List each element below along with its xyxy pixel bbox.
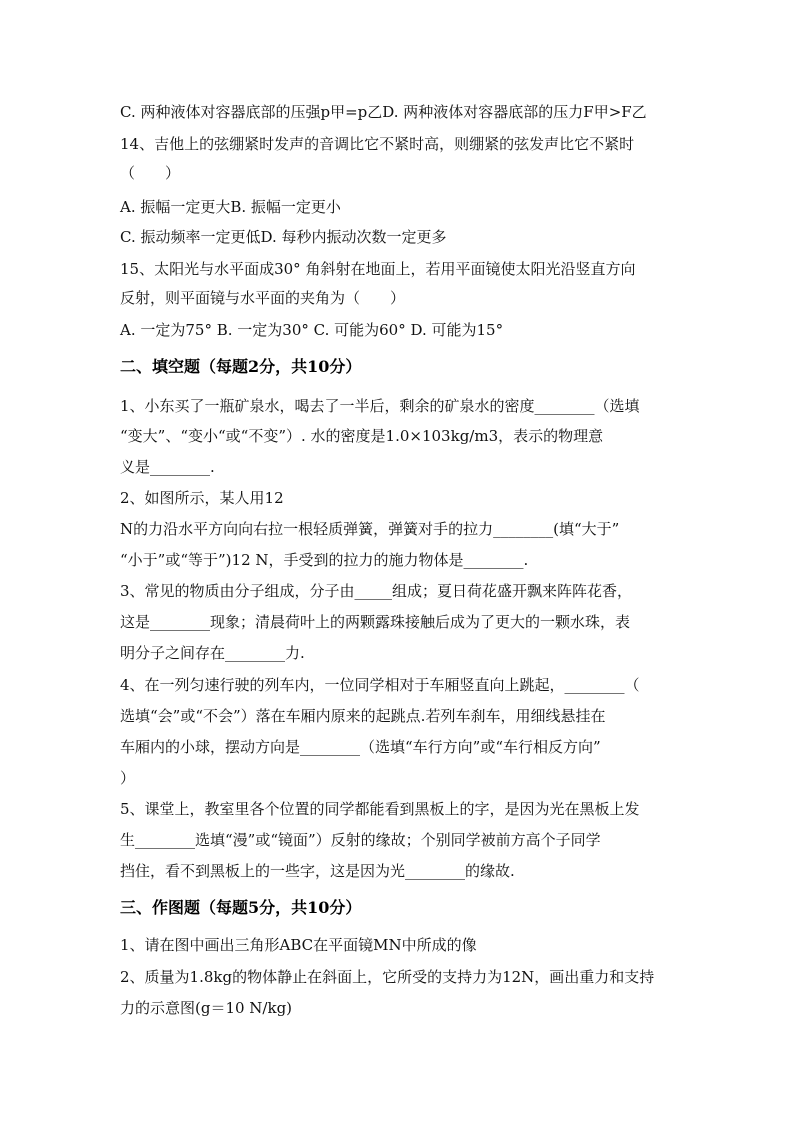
question-14-text: 14、吉他上的弦绷紧时发声的音调比它不紧时高，则绷紧的弦发声比它不紧时 — [120, 135, 635, 153]
fill-q1-line1: 1、小东买了一瓶矿泉水，喝去了一半后，剩余的矿泉水的密度________（选填 — [120, 397, 640, 415]
section-heading-fill-in: 二、填空题（每题2分，共10分） — [120, 357, 362, 376]
fill-q1-line2: “变大”、“变小“或“不变”）. 水的密度是1.0×103kg/m3，表示的物理意 — [120, 427, 604, 445]
draw-q2-line1: 2、质量为1.8kg的物体静止在斜面上，它所受的支持力为12N，画出重力和支持 — [120, 968, 655, 986]
fill-q3-line1: 3、常见的物质由分子组成，分子由_____组成；夏日荷花盛开飘来阵阵花香， — [120, 582, 633, 600]
fill-q4-line1: 4、在一列匀速行驶的列车内，一位同学相对于车厢竖直向上跳起，________（ — [120, 676, 640, 694]
fill-q5-line3: 挡住，看不到黑板上的一些字，这是因为光________的缘故. — [120, 862, 515, 880]
fill-q4-line3: 车厢内的小球，摆动方向是________（选填“车行方向”或“车行相反方向” — [120, 738, 601, 756]
fill-q4-line2: 选填“会”或“不会”）落在车厢内原来的起跳点.若列车刹车，用细线悬挂在 — [120, 707, 606, 725]
fill-q4-line4: ） — [120, 769, 136, 787]
fill-q5-line1: 5、课堂上，教室里各个位置的同学都能看到黑板上的字，是因为光在黑板上发 — [120, 800, 640, 818]
question-15-text: 15、太阳光与水平面成30° 角斜射在地面上，若用平面镜使太阳光沿竖直方向 — [120, 260, 636, 278]
draw-q2-line2: 力的示意图(g＝10 N/kg) — [120, 999, 293, 1017]
option-line-c-d-q14: C. 振动频率一定更低D. 每秒内振动次数一定更多 — [120, 228, 447, 246]
section-heading-drawing: 三、作图题（每题5分，共10分） — [120, 898, 362, 917]
draw-q1-text: 1、请在图中画出三角形ABC在平面镜MN中所成的像 — [120, 936, 477, 954]
option-line-c-d-q13: C. 两种液体对容器底部的压强p甲=p乙D. 两种液体对容器底部的压力F甲>F乙 — [120, 103, 647, 121]
question-14-brackets: （ ） — [120, 164, 181, 182]
fill-q2-line2: N的力沿水平方向向右拉一根轻质弹簧，弹簧对手的拉力________(填“大于” — [120, 520, 620, 538]
fill-q5-line2: 生________选填“漫”或“镜面”）反射的缘故；个别同学被前方高个子同学 — [120, 831, 601, 849]
fill-q1-line3: 义是________. — [120, 458, 215, 476]
option-line-a-b-q14: A. 振幅一定更大B. 振幅一定更小 — [120, 198, 341, 216]
fill-q3-line2: 这是________现象；清晨荷叶上的两颗露珠接触后成为了更大的一颗水珠，表 — [120, 613, 631, 631]
fill-q3-line3: 明分子之间存在________力. — [120, 644, 305, 662]
fill-q2-line3: “小于”或“等于”)12 N，手受到的拉力的施力物体是________. — [120, 551, 529, 569]
question-15-text-cont: 反射，则平面镜与水平面的夹角为（ ） — [120, 289, 406, 307]
fill-q2-line1: 2、如图所示，某人用12 — [120, 489, 284, 507]
question-15-options: A. 一定为75° B. 一定为30° C. 可能为60° D. 可能为15° — [120, 321, 504, 339]
